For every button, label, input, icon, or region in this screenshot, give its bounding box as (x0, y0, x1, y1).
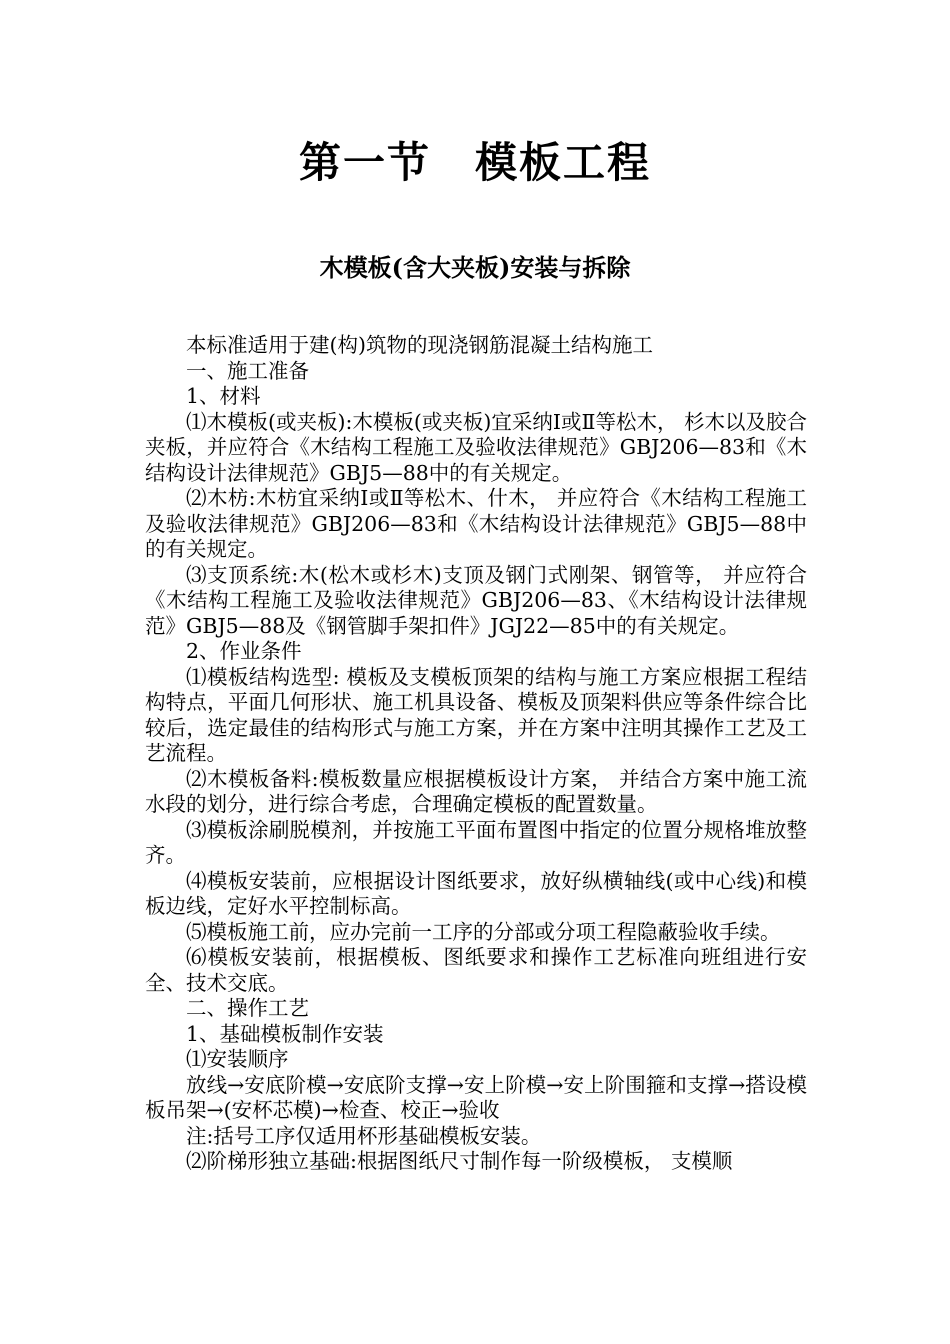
chapter-title: 第一节 模板工程 (298, 138, 651, 187)
paragraph-installation-sequence: ⑴安装顺序 (186, 1047, 289, 1071)
paragraph-wood-formwork: ⑴木模板(或夹板):木模板(或夹板)宜采纳Ⅰ或Ⅱ等松木， 杉木以及胶合夹板，并应符合《木结构工程施工及验收法律规范》GBJ206—83和《木结构设计法律规范》GBJ5—88中的有关规定。 (145, 409, 807, 485)
paragraph-sequence-flow: 放线→安底阶模→安底阶支撑→安上阶模→安上阶围箍和支撑→搭设模板吊架→(安杯芯模)→检查、校正→验收 (145, 1072, 807, 1122)
paragraph-formwork-preparation: ⑵木模板备料:模板数量应根据模板设计方案， 并结合方案中施工流水段的划分，进行综合考虑，合理确定模板的配置数量。 (145, 766, 807, 816)
heading-construction-preparation: 一、施工准备 (186, 358, 309, 383)
subheading-foundation-formwork: 1、基础模板制作安装 (186, 1021, 384, 1046)
paragraph-release-agent: ⑶模板涂刷脱模剂，并按施工平面布置图中指定的位置分规格堆放整齐。 (145, 817, 807, 867)
paragraph-axis-layout: ⑷模板安装前，应根据设计图纸要求，放好纵横轴线(或中心线)和模板边线，定好水平控制标高。 (145, 868, 807, 918)
paragraph-safety-briefing: ⑹模板安装前，根据模板、图纸要求和操作工艺标准向班组进行安全、技术交底。 (145, 945, 807, 995)
paragraph-timber-battens: ⑵木枋:木枋宜采纳Ⅰ或Ⅱ等松木、什木， 并应符合《木结构工程施工及验收法律规范》GBJ206—83和《木结构设计法律规范》GBJ5—88中的有关规定。 (145, 486, 807, 561)
subheading-materials: 1、材料 (186, 384, 261, 408)
paragraph-concealed-acceptance: ⑸模板施工前，应办完前一工序的分部或分项工程隐蔽验收手续。 (186, 919, 781, 944)
paragraph-structure-selection: ⑴模板结构选型: 模板及支模板顶架的结构与施工方案应根据工程结构特点，平面几何形状、施工机具设备、模板及顶架料供应等条件综合比较后，选定最佳的结构形式与施工方案，并在方案中注明其操作工艺及工艺流程。 (145, 664, 807, 765)
section-title: 木模板(含大夹板)安装与拆除 (319, 253, 631, 282)
paragraph-stepped-foundation: ⑵阶梯形独立基础:根据图纸尺寸制作每一阶级模板， 支模顺 (186, 1149, 733, 1173)
subheading-work-conditions: 2、作业条件 (186, 639, 302, 663)
intro-paragraph: 本标准适用于建(构)筑物的现浇钢筋混凝土结构施工 (186, 333, 653, 357)
paragraph-support-system: ⑶支顶系统:木(松木或杉木)支顶及钢门式刚架、钢管等， 并应符合《木结构工程施工及验收法律规范》GBJ206—83、《木结构设计法律规范》GBJ5—88及《钢管脚手架扣件》JGJ22—85中的有关规定。 (145, 562, 807, 638)
paragraph-note: 注:括号工序仅适用杯形基础模板安装。 (186, 1123, 542, 1148)
heading-operation-process: 二、操作工艺 (186, 996, 309, 1020)
document-body (145, 333, 807, 1175)
